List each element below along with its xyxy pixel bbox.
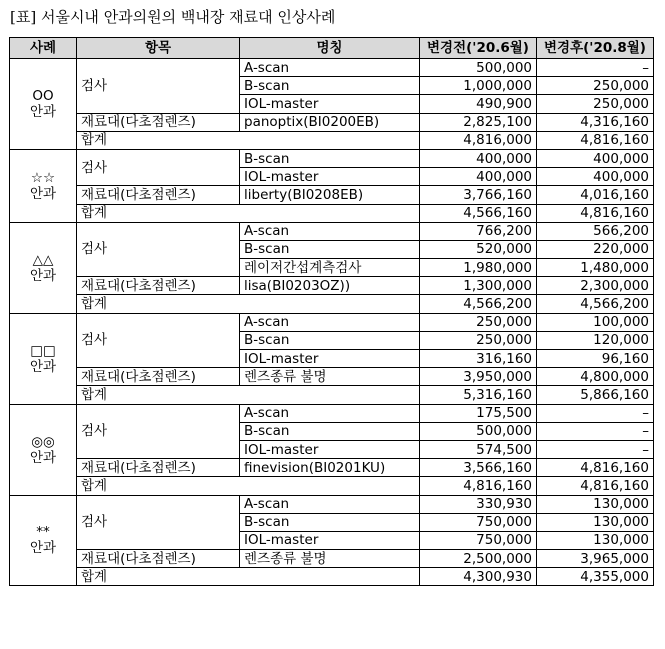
price-after: 130,000: [537, 495, 654, 513]
price-before: 2,500,000: [420, 550, 537, 568]
total-after: 4,816,160: [537, 477, 654, 495]
total-after: 4,355,000: [537, 568, 654, 586]
material-row: [10, 550, 654, 568]
price-after: 400,000: [537, 149, 654, 167]
case-cell: [10, 404, 77, 495]
price-after: –: [537, 440, 654, 458]
price-after: 130,000: [537, 513, 654, 531]
case-cell: [10, 495, 77, 586]
exam-name: B-scan: [240, 513, 420, 531]
material-name: 렌즈종류 불명: [240, 550, 420, 568]
price-after: 4,800,000: [537, 368, 654, 386]
price-after: –: [537, 422, 654, 440]
price-after: –: [537, 404, 654, 422]
total-before: 4,566,160: [420, 204, 537, 222]
price-before: 2,825,100: [420, 113, 537, 131]
material-label: 재료대(다초점렌즈): [77, 368, 240, 386]
table-row: [10, 222, 654, 240]
total-before: 4,566,200: [420, 295, 537, 313]
material-name: finevision(BI0201KU): [240, 459, 420, 477]
material-label: 재료대(다초점렌즈): [77, 186, 240, 204]
exam-label: 검사: [77, 495, 240, 550]
material-label: 재료대(다초점렌즈): [77, 459, 240, 477]
exam-name: 레이저간섭계측검사: [240, 259, 420, 277]
case-cell: [10, 59, 77, 150]
price-before: 1,980,000: [420, 259, 537, 277]
total-after: 4,816,160: [537, 131, 654, 149]
total-row: [10, 204, 654, 222]
material-name: liberty(BI0208EB): [240, 186, 420, 204]
price-before: 3,950,000: [420, 368, 537, 386]
exam-label: 검사: [77, 59, 240, 114]
total-row: [10, 477, 654, 495]
table-caption: [표] 서울시내 안과의원의 백내장 재료대 인상사례: [10, 8, 336, 26]
price-before: 400,000: [420, 149, 537, 167]
price-after: 4,816,160: [537, 459, 654, 477]
exam-label: 검사: [77, 222, 240, 277]
case-cell: [10, 222, 77, 313]
total-row: [10, 295, 654, 313]
price-after: –: [537, 59, 654, 77]
case-suffix: 안과: [29, 185, 57, 202]
exam-name: IOL-master: [240, 531, 420, 549]
price-after: 250,000: [537, 77, 654, 95]
price-before: 175,500: [420, 404, 537, 422]
table-row: [10, 313, 654, 331]
price-after: 120,000: [537, 331, 654, 349]
exam-name: A-scan: [240, 313, 420, 331]
price-before: 520,000: [420, 240, 537, 258]
exam-name: A-scan: [240, 59, 420, 77]
price-before: 400,000: [420, 168, 537, 186]
price-after: 4,316,160: [537, 113, 654, 131]
header-item: 항목: [77, 38, 240, 59]
exam-name: A-scan: [240, 222, 420, 240]
price-before: 500,000: [420, 422, 537, 440]
price-before: 1,000,000: [420, 77, 537, 95]
price-after: 1,480,000: [537, 259, 654, 277]
material-row: [10, 277, 654, 295]
price-before: 490,900: [420, 95, 537, 113]
header-after: 변경후('20.8월): [537, 38, 654, 59]
material-label: 재료대(다초점렌즈): [77, 277, 240, 295]
case-cell: [10, 149, 77, 222]
exam-name: IOL-master: [240, 440, 420, 458]
case-suffix: 안과: [29, 540, 57, 557]
exam-name: IOL-master: [240, 95, 420, 113]
total-after: 4,566,200: [537, 295, 654, 313]
material-row: [10, 113, 654, 131]
case-name: ☆☆: [30, 169, 56, 186]
price-before: 330,930: [420, 495, 537, 513]
table-row: [10, 149, 654, 167]
total-after: 5,866,160: [537, 386, 654, 404]
price-before: 250,000: [420, 313, 537, 331]
case-suffix: 안과: [29, 358, 57, 375]
price-before: 1,300,000: [420, 277, 537, 295]
price-before: 316,160: [420, 350, 537, 368]
material-row: [10, 368, 654, 386]
exam-label: 검사: [77, 313, 240, 368]
price-after: 250,000: [537, 95, 654, 113]
case-cell: [10, 313, 77, 404]
table-header-row: [10, 38, 654, 59]
price-before: 750,000: [420, 513, 537, 531]
price-after: 400,000: [537, 168, 654, 186]
exam-name: IOL-master: [240, 168, 420, 186]
material-name: panoptix(BI0200EB): [240, 113, 420, 131]
price-after: 96,160: [537, 350, 654, 368]
total-label: 합계: [77, 477, 420, 495]
price-after: 3,965,000: [537, 550, 654, 568]
price-before: 500,000: [420, 59, 537, 77]
exam-name: B-scan: [240, 331, 420, 349]
total-label: 합계: [77, 568, 420, 586]
table-row: [10, 59, 654, 77]
material-row: [10, 186, 654, 204]
case-name: □□: [30, 342, 56, 359]
total-before: 4,816,000: [420, 131, 537, 149]
exam-name: B-scan: [240, 149, 420, 167]
table-body: [10, 59, 654, 586]
price-before: 3,566,160: [420, 459, 537, 477]
exam-label: 검사: [77, 149, 240, 185]
total-label: 합계: [77, 386, 420, 404]
case-name: ◎◎: [31, 433, 55, 450]
exam-name: B-scan: [240, 240, 420, 258]
price-after: 566,200: [537, 222, 654, 240]
exam-label: 검사: [77, 404, 240, 459]
material-label: 재료대(다초점렌즈): [77, 550, 240, 568]
price-before: 766,200: [420, 222, 537, 240]
exam-name: B-scan: [240, 77, 420, 95]
price-after: 4,016,160: [537, 186, 654, 204]
price-after: 220,000: [537, 240, 654, 258]
material-name: 렌즈종류 불명: [240, 368, 420, 386]
case-name: △△: [32, 251, 54, 268]
case-suffix: 안과: [29, 267, 57, 284]
total-after: 4,816,160: [537, 204, 654, 222]
total-label: 합계: [77, 131, 420, 149]
total-label: 합계: [77, 295, 420, 313]
total-before: 5,316,160: [420, 386, 537, 404]
case-name: **: [36, 524, 50, 541]
price-after: 2,300,000: [537, 277, 654, 295]
total-row: [10, 568, 654, 586]
cost-increase-table: [9, 37, 654, 586]
header-case: 사례: [10, 38, 77, 59]
total-row: [10, 131, 654, 149]
exam-name: A-scan: [240, 404, 420, 422]
exam-name: A-scan: [240, 495, 420, 513]
case-suffix: 안과: [29, 103, 57, 120]
table-row: [10, 404, 654, 422]
header-name: 명칭: [240, 38, 420, 59]
price-before: 574,500: [420, 440, 537, 458]
total-before: 4,300,930: [420, 568, 537, 586]
price-after: 100,000: [537, 313, 654, 331]
price-before: 750,000: [420, 531, 537, 549]
price-after: 130,000: [537, 531, 654, 549]
table-row: [10, 495, 654, 513]
total-before: 4,816,160: [420, 477, 537, 495]
case-suffix: 안과: [29, 449, 57, 466]
material-label: 재료대(다초점렌즈): [77, 113, 240, 131]
price-before: 250,000: [420, 331, 537, 349]
header-before: 변경전('20.6월): [420, 38, 537, 59]
material-row: [10, 459, 654, 477]
case-name: OO: [32, 87, 54, 104]
exam-name: IOL-master: [240, 350, 420, 368]
total-label: 합계: [77, 204, 420, 222]
total-row: [10, 386, 654, 404]
exam-name: B-scan: [240, 422, 420, 440]
price-before: 3,766,160: [420, 186, 537, 204]
material-name: lisa(BI0203OZ)): [240, 277, 420, 295]
